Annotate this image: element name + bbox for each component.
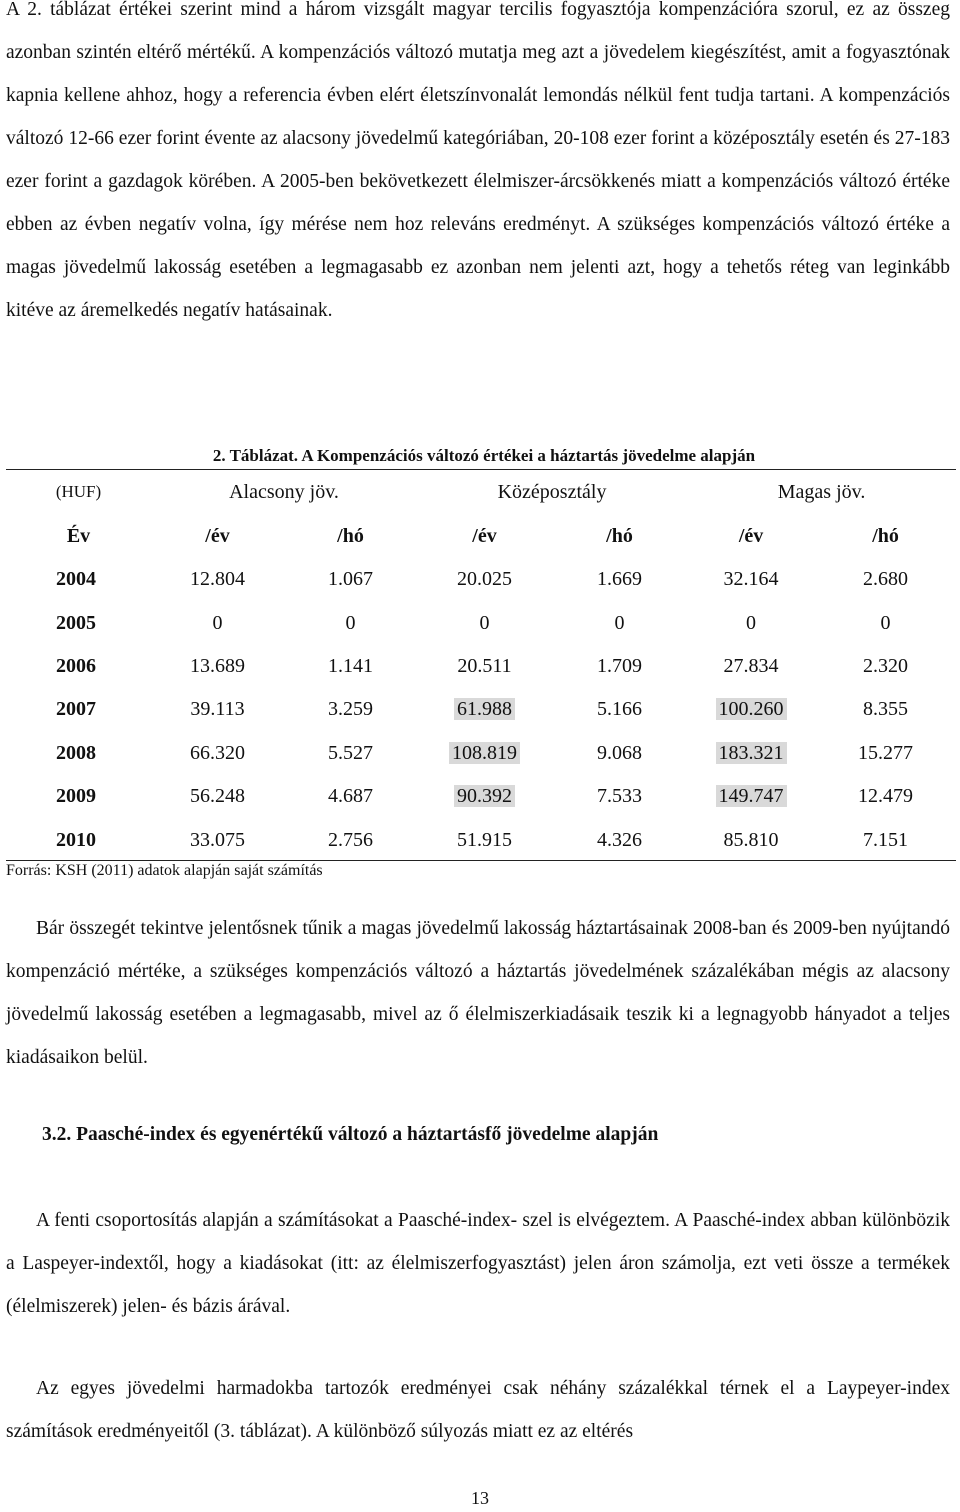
unit-label: (HUF) xyxy=(55,482,102,501)
year-header: Év xyxy=(66,524,91,547)
value-cell: 0 xyxy=(212,611,223,634)
year-cell: 2006 xyxy=(56,654,96,677)
value-cell: 8.355 xyxy=(863,698,909,721)
value-cell: 0 xyxy=(880,611,891,634)
value-cell: 1.709 xyxy=(597,654,643,677)
value-cell: 0 xyxy=(345,611,356,634)
value-cell-highlighted xyxy=(417,732,552,775)
value-cell: 66.320 xyxy=(190,741,245,764)
highlight-mark: 61.988 xyxy=(454,698,515,720)
value-cell: 1.669 xyxy=(597,568,643,591)
year-cell: 2007 xyxy=(56,698,96,721)
value-cell-highlighted xyxy=(687,732,815,775)
table-row xyxy=(6,601,956,644)
value-cell: 27.834 xyxy=(723,654,779,677)
value-cell-highlighted xyxy=(417,775,552,818)
value-cell: 56.248 xyxy=(190,785,245,808)
subheader-cell: /hó xyxy=(872,524,899,547)
paragraph-3: A fenti csoportosítás alapján a számításokat a Paasché-index- szel is elvégeztem. A Paasché-index abban különbözik a Laspeyer-indextől, hogy a kiadásokat (itt: az élelmiszerfogyasztást) jelen áron számolja, ezt veti össze a termékek (élelmiszerek) jelen- és bázis árával. xyxy=(6,1210,950,1317)
year-cell: 2010 xyxy=(56,828,96,851)
value-cell: 5.527 xyxy=(328,741,373,764)
subheader-cell: /hó xyxy=(606,524,633,547)
table-row xyxy=(6,732,956,775)
table-row xyxy=(6,818,956,861)
value-cell: 7.533 xyxy=(597,785,643,808)
group-header-low: Alacsony jöv. xyxy=(229,480,339,503)
value-cell: 3.259 xyxy=(328,698,373,721)
highlight-mark: 108.819 xyxy=(449,742,520,764)
table-subheader-row xyxy=(6,514,956,558)
paragraph-1: A 2. táblázat értékei szerint mind a három vizsgált magyar tercilis fogyasztója kompenzációra szorul, ez az összeg azonban szintén eltérő mértékű. A kompenzációs változó mutatja meg azt a jövedelem kiegészítést, amit a fogyasztónak kapnia kellene ahhoz, hogy a referencia évben elért életszínvonalát lemondás nélkül fent tudja tartani. A kompenzációs változó 12-66 ezer forint évente az alacsony jövedelmű kategóriában, 20-108 ezer forint a középosztály esetén és 27-183 ezer forint a gazdagok körében. A 2005-ben bekövetkezett élelmiszer-árcsökkenés miatt a kompenzációs változó értéke ebben az évben negatív volna, így mérése nem hoz releváns eredményt. A szükséges kompenzációs változó értéke a magas jövedelmű lakosság esetében a legmagasabb ez azonban nem jelenti azt, hogy a tehetős réteg van leginkább kitéve az áremelkedés negatív hatásainak. xyxy=(6,0,950,321)
table-source-note: Forrás: KSH (2011) adatok alapján saját számítás xyxy=(6,862,323,879)
group-header-middle: Középosztály xyxy=(497,480,607,503)
value-cell: 12.804 xyxy=(190,568,245,591)
group-header-high: Magas jöv. xyxy=(777,480,866,503)
value-cell: 2.680 xyxy=(863,568,909,591)
value-cell: 9.068 xyxy=(597,741,643,764)
table-row xyxy=(6,775,956,818)
value-cell: 1.067 xyxy=(328,568,373,591)
value-cell: 0 xyxy=(479,611,490,634)
highlight-mark: 149.747 xyxy=(716,785,787,807)
value-cell: 32.164 xyxy=(723,568,779,591)
table-row xyxy=(6,645,956,688)
year-cell: 2009 xyxy=(56,785,96,808)
value-cell: 15.277 xyxy=(858,741,914,764)
value-cell: 20.511 xyxy=(457,654,512,677)
value-cell-highlighted xyxy=(417,688,552,731)
value-cell: 13.689 xyxy=(190,654,245,677)
value-cell: 4.687 xyxy=(328,785,373,808)
value-cell-highlighted xyxy=(687,775,815,818)
value-cell-highlighted xyxy=(687,688,815,731)
year-cell: 2008 xyxy=(56,741,96,764)
paragraph-4: Az egyes jövedelmi harmadokba tartozók eredményei csak néhány százalékkal térnek el a Laypeyer-index számítások eredményeitől (3. táblázat). A különböző súlyozás miatt ez az eltérés xyxy=(6,1378,950,1442)
table-caption-label: 2. Táblázat. xyxy=(212,446,299,465)
table-bottom-rule xyxy=(6,860,956,861)
table-row xyxy=(6,688,956,731)
table-caption-text: A Kompenzációs változó értékei a háztartás jövedelme alapján xyxy=(301,446,756,465)
value-cell: 12.479 xyxy=(858,785,914,808)
value-cell: 1.141 xyxy=(328,654,373,677)
table-group-header-row xyxy=(6,470,956,514)
value-cell: 51.915 xyxy=(457,828,513,851)
highlight-mark: 100.260 xyxy=(716,698,787,720)
subheader-cell: /hó xyxy=(337,524,364,547)
subheader-cell: /év xyxy=(205,524,230,547)
value-cell: 20.025 xyxy=(457,568,513,591)
compensation-table xyxy=(6,470,956,862)
subheader-cell: /év xyxy=(738,524,764,547)
section-heading: 3.2. Paasché-index és egyenértékű változó a háztartásfő jövedelme alapján xyxy=(42,1124,659,1145)
value-cell: 0 xyxy=(614,611,625,634)
value-cell: 2.756 xyxy=(328,828,373,851)
table-row xyxy=(6,558,956,601)
value-cell: 2.320 xyxy=(863,654,909,677)
value-cell: 0 xyxy=(746,611,757,634)
value-cell: 33.075 xyxy=(190,828,245,851)
highlight-mark: 183.321 xyxy=(716,742,787,764)
value-cell: 7.151 xyxy=(863,828,909,851)
value-cell: 39.113 xyxy=(190,698,245,721)
paragraph-2: Bár összegét tekintve jelentősnek tűnik a magas jövedelmű lakosság háztartásainak 2008-ban és 2009-ben nyújtandó kompenzáció mértéke, a szükséges kompenzációs változó a háztartás jövedelmének százalékában mégis az alacsony jövedelmű lakosság esetében a legmagasabb, mivel az ő élelmiszerkiadásaik teszik ki a legnagyobb hányadot a teljes kiadásaikon belül. xyxy=(6,918,950,1068)
highlight-mark: 90.392 xyxy=(454,785,515,807)
year-cell: 2005 xyxy=(56,611,96,634)
value-cell: 85.810 xyxy=(723,828,779,851)
page-number: 13 xyxy=(471,1488,489,1508)
subheader-cell: /év xyxy=(472,524,497,547)
value-cell: 5.166 xyxy=(597,698,643,721)
table-caption xyxy=(0,446,960,466)
year-cell: 2004 xyxy=(56,568,96,591)
value-cell: 4.326 xyxy=(597,828,643,851)
